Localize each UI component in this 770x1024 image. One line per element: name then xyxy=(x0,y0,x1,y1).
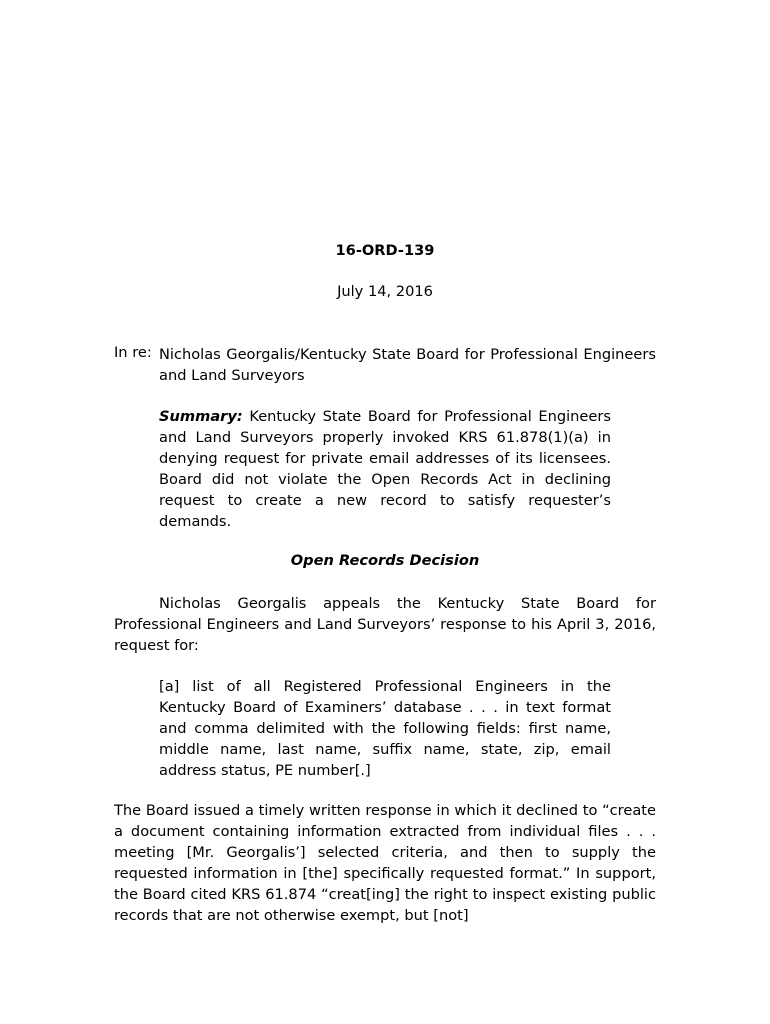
in-re-parties: Nicholas Georgalis/Kentucky State Board for Professional Engineers and Land Surveyors xyxy=(159,346,656,384)
decision-number: 16-ORD-139 xyxy=(335,242,435,259)
request-block-quote: [a] list of all Registered Professional Engineers in the Kentucky Board of Examiners’ database . . . in text format and comma delimited with the following fields: first name, middle name, last name, suffix name, state, zip, email address status, PE number[.] xyxy=(159,678,611,779)
summary-text: Kentucky State Board for Professional Engineers and Land Surveyors properly invoked KRS 61.878(1)(a) in denying request for private email addresses of its licensees. Board did not violate the Open Records Act in declining request to create a new record to satisfy requester’s demands. xyxy=(159,408,611,530)
in-re-label: In re: xyxy=(114,344,152,361)
body-paragraph-1: Nicholas Georgalis appeals the Kentucky State Board for Professional Engineers and Land Surveyors’ response to his April 3, 2016, request for: xyxy=(114,595,656,654)
decision-date: July 14, 2016 xyxy=(337,283,433,300)
decision-heading: Open Records Decision xyxy=(290,552,480,569)
summary-label: Summary: xyxy=(159,408,243,425)
summary-block xyxy=(159,406,611,532)
body-paragraph-2: The Board issued a timely written response in which it declined to “create a document containing information extracted from individual files . . . meeting [Mr. Georgalis’] selected criteria, and then to supply the requested information in [the] specifically requested format.” In support, the Board cited KRS 61.874 “creat[ing] the right to inspect existing public records that are not otherwise exempt, but [not] xyxy=(114,802,656,924)
